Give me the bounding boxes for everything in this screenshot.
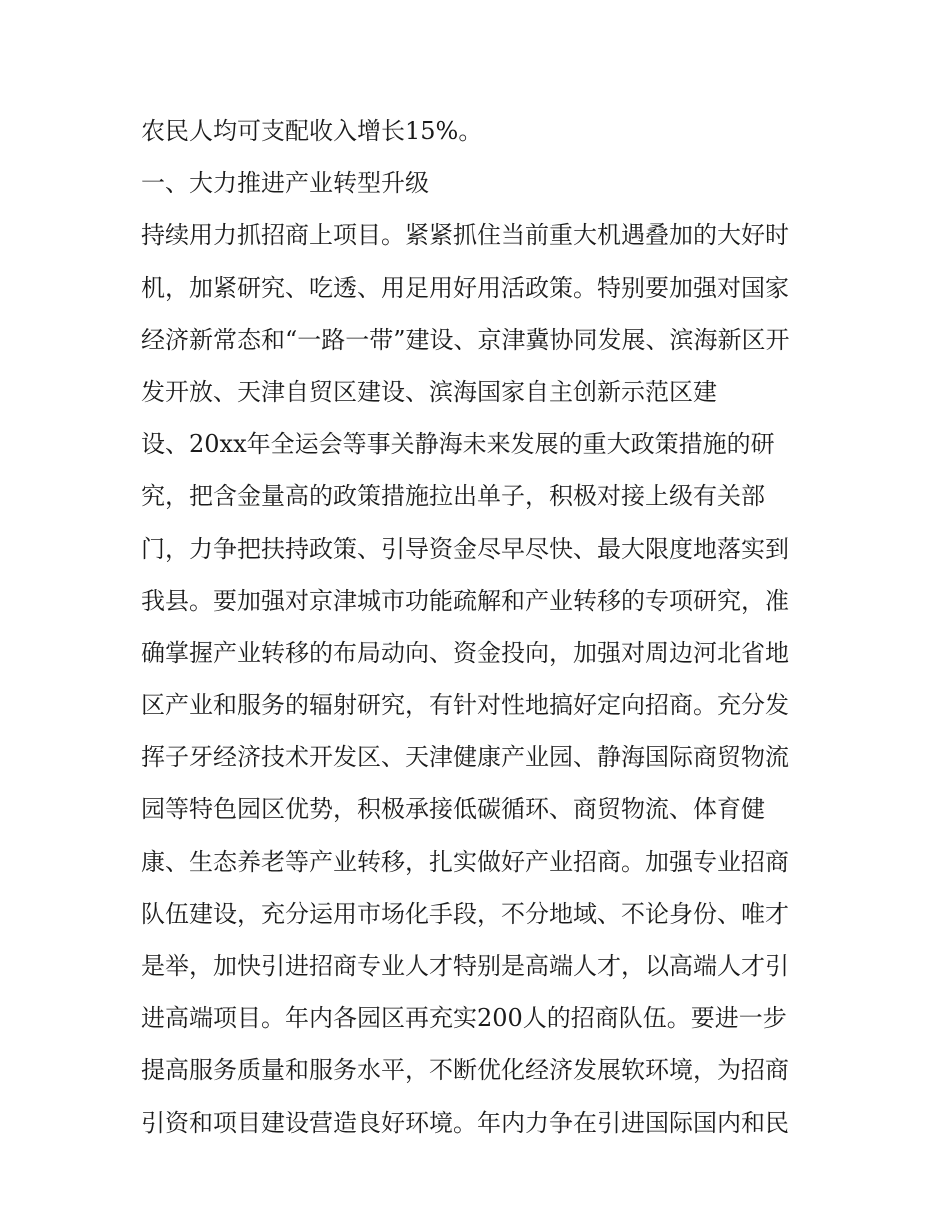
text-line: 持续用力抓招商上项目。紧紧抓住当前重大机遇叠加的大好时 [141,221,789,250]
text-line: 队伍建设，充分运用市场化手段，不分地域、不论身份、唯才 [141,899,789,928]
text-line: 经济新常态和“一路一带”建设、京津冀协同发展、滨海新区开 [141,325,790,354]
text-line: 是举，加快引进招商专业人才特别是高端人才，以高端人才引 [141,952,789,980]
text-line: 门，力争把扶持政策、引导资金尽早尽快、最大限度地落实到 [141,534,789,563]
text-line: 发开放、天津自贸区建设、滨海国家自主创新示范区建 [141,377,717,406]
text-line: 究，把含金量高的政策措施拉出单子，积极对接上级有关部 [141,482,765,511]
text-line: 提高服务质量和服务水平，不断优化经济发展软环境，为招商 [141,1056,789,1085]
text-line: 康、生态养老等产业转移，扎实做好产业招商。加强专业招商 [141,847,789,876]
text-line: 机，加紧研究、吃透、用足用好用活政策。特别要加强对国家 [141,273,789,302]
text-line: 我县。要加强对京津城市功能疏解和产业转移的专项研究，准 [141,586,789,615]
text-line: 确掌握产业转移的布局动向、资金投向，加强对周边河北省地 [141,638,789,667]
text-line: 农民人均可支配收入增长15%。 [141,117,483,145]
text-line: 挥子牙经济技术开发区、天津健康产业园、静海国际商贸物流 [141,743,789,772]
section-heading: 一、大力推进产业转型升级 [141,169,429,198]
text-line: 进高端项目。年内各园区再充实200人的招商队伍。要进一步 [141,1004,787,1033]
text-line: 区产业和服务的辐射研究，有针对性地搞好定向招商。充分发 [141,691,789,720]
text-line: 园等特色园区优势，积极承接低碳循环、商贸物流、体育健 [141,795,765,824]
body-text [141,105,821,1149]
text-line: 引资和项目建设营造良好环境。年内力争在引进国际国内和民 [141,1108,789,1137]
text-line: 设、20xx年全运会等事关静海未来发展的重大政策措施的研 [141,430,775,459]
